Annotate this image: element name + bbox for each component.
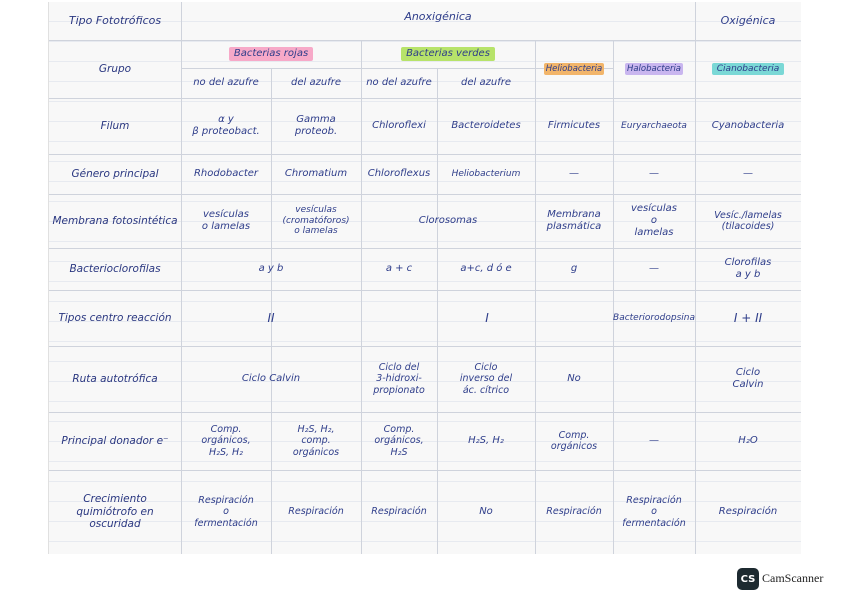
pigment-cell: — xyxy=(649,263,659,274)
header-oxygenic: Oxigénica xyxy=(720,14,776,28)
pigment-cell: Clorofilas a y b xyxy=(724,257,772,280)
dark-growth-cell: Respiración xyxy=(718,506,778,517)
donor-cell: H₂S, H₂, comp. orgánicos xyxy=(292,423,340,458)
row-label-ruta-autotrofica: Ruta autotrófica xyxy=(72,372,158,385)
group-heliobacteria xyxy=(535,40,613,98)
genus-cell: — xyxy=(743,168,753,179)
membrane-cell: Membrana plasmática xyxy=(546,209,602,232)
subgroup-red-non-sulfur: no del azufre xyxy=(193,77,259,88)
reaction-center-cell: II xyxy=(267,310,275,325)
donor-cell: Comp. orgánicos, H₂S, H₂ xyxy=(201,423,251,458)
group-halobacteria xyxy=(613,40,695,98)
genus-cell: Heliobacterium xyxy=(451,168,521,179)
row-label-centro-reaccion: Tipos centro reacción xyxy=(58,311,172,324)
pathway-cell: Ciclo Calvin xyxy=(732,367,764,390)
group-green-bacteria xyxy=(361,40,535,68)
pathway-cell: Ciclo inverso del ác. cítrico xyxy=(459,361,513,396)
dark-growth-cell: Respiración o fermentación xyxy=(194,494,258,529)
filum-cell: Euryarchaeota xyxy=(621,120,687,131)
group-halobacteria-label: Halobacteria xyxy=(626,63,682,74)
row-label-membrana: Membrana fotosintética xyxy=(52,214,178,227)
reaction-center-cell: I xyxy=(485,310,489,325)
camscanner-watermark: CamScanner xyxy=(762,571,824,585)
pathway-cell: No xyxy=(567,373,581,384)
subgroup-green-sulfur: del azufre xyxy=(461,77,511,88)
group-cyanobacteria-label: Cianobacteria xyxy=(712,63,784,76)
group-green-bacteria-label: Bacterias verdes xyxy=(401,47,495,61)
dark-growth-cell: Respiración xyxy=(546,506,602,518)
membrane-cell: Clorosomas xyxy=(418,215,478,226)
genus-cell: Chromatium xyxy=(284,168,348,179)
group-red-bacteria xyxy=(181,40,361,68)
membrane-cell: Vesíc./lamelas (tilacoides) xyxy=(714,209,782,232)
genus-cell: — xyxy=(649,168,659,179)
filum-cell: Cyanobacteria xyxy=(711,120,785,131)
group-cyanobacteria xyxy=(695,40,801,98)
subgroup-red-sulfur: del azufre xyxy=(291,77,341,88)
donor-cell: Comp. orgánicos, H₂S xyxy=(374,423,424,458)
filum-cell: Firmicutes xyxy=(547,120,601,131)
row-label-crecimiento: Crecimiento quimiótrofo en oscuridad xyxy=(76,493,154,531)
dark-growth-cell: Respiración o fermentación xyxy=(622,494,686,529)
membrane-cell: vesículas o lamelas xyxy=(201,209,251,232)
reaction-center-cell: Bacteriorodopsina xyxy=(613,312,695,323)
row-label-filum: Filum xyxy=(100,119,130,132)
dark-growth-cell: No xyxy=(479,506,493,517)
subgroup-green-non-sulfur: no del azufre xyxy=(366,77,432,88)
pathway-cell: Ciclo del 3-hidroxi- propionato xyxy=(373,361,425,396)
dark-growth-cell: Respiración xyxy=(371,506,427,518)
header-row-title: Tipo Fototróficos xyxy=(68,14,162,28)
pathway-cell: Ciclo Calvin xyxy=(241,373,301,384)
donor-cell: Comp. orgánicos xyxy=(550,429,598,452)
header-anoxygenic: Anoxigénica xyxy=(404,10,472,24)
donor-cell: H₂O xyxy=(738,435,758,446)
pigment-cell: a y b xyxy=(258,263,284,274)
group-red-bacteria-label: Bacterias rojas xyxy=(229,47,313,61)
pigment-cell: a + c xyxy=(385,263,413,274)
row-label-genero: Género principal xyxy=(71,167,159,180)
filum-cell: Gamma proteob. xyxy=(294,114,338,137)
genus-cell: Rhodobacter xyxy=(193,168,259,179)
pigment-cell: g xyxy=(570,263,578,274)
filum-cell: Chloroflexi xyxy=(372,120,426,131)
reaction-center-cell: I + II xyxy=(733,310,763,325)
donor-cell: H₂S, H₂ xyxy=(468,435,504,446)
filum-cell: Bacteroidetes xyxy=(451,120,521,131)
genus-cell: Chloroflexus xyxy=(367,168,431,179)
genus-cell: — xyxy=(569,168,579,179)
filum-cell: α y β proteobact. xyxy=(192,114,260,137)
row-label-donador: Principal donador e⁻ xyxy=(61,434,169,447)
pathway-cell xyxy=(613,346,695,412)
membrane-cell: vesículas (cromatóforos) o lamelas xyxy=(282,204,350,237)
donor-cell: — xyxy=(649,435,659,446)
camscanner-logo-icon: CS xyxy=(737,568,759,590)
group-heliobacteria-label: Heliobacteria xyxy=(545,63,603,74)
notes-sheet xyxy=(48,2,801,554)
row-label-grupo: Grupo xyxy=(98,62,132,75)
membrane-cell: vesículas o lamelas xyxy=(630,203,677,238)
pigment-cell: a+c, d ó e xyxy=(460,263,512,274)
dark-growth-cell: Respiración xyxy=(288,506,344,518)
row-label-bacterioclorofilas: Bacterioclorofilas xyxy=(69,262,161,275)
